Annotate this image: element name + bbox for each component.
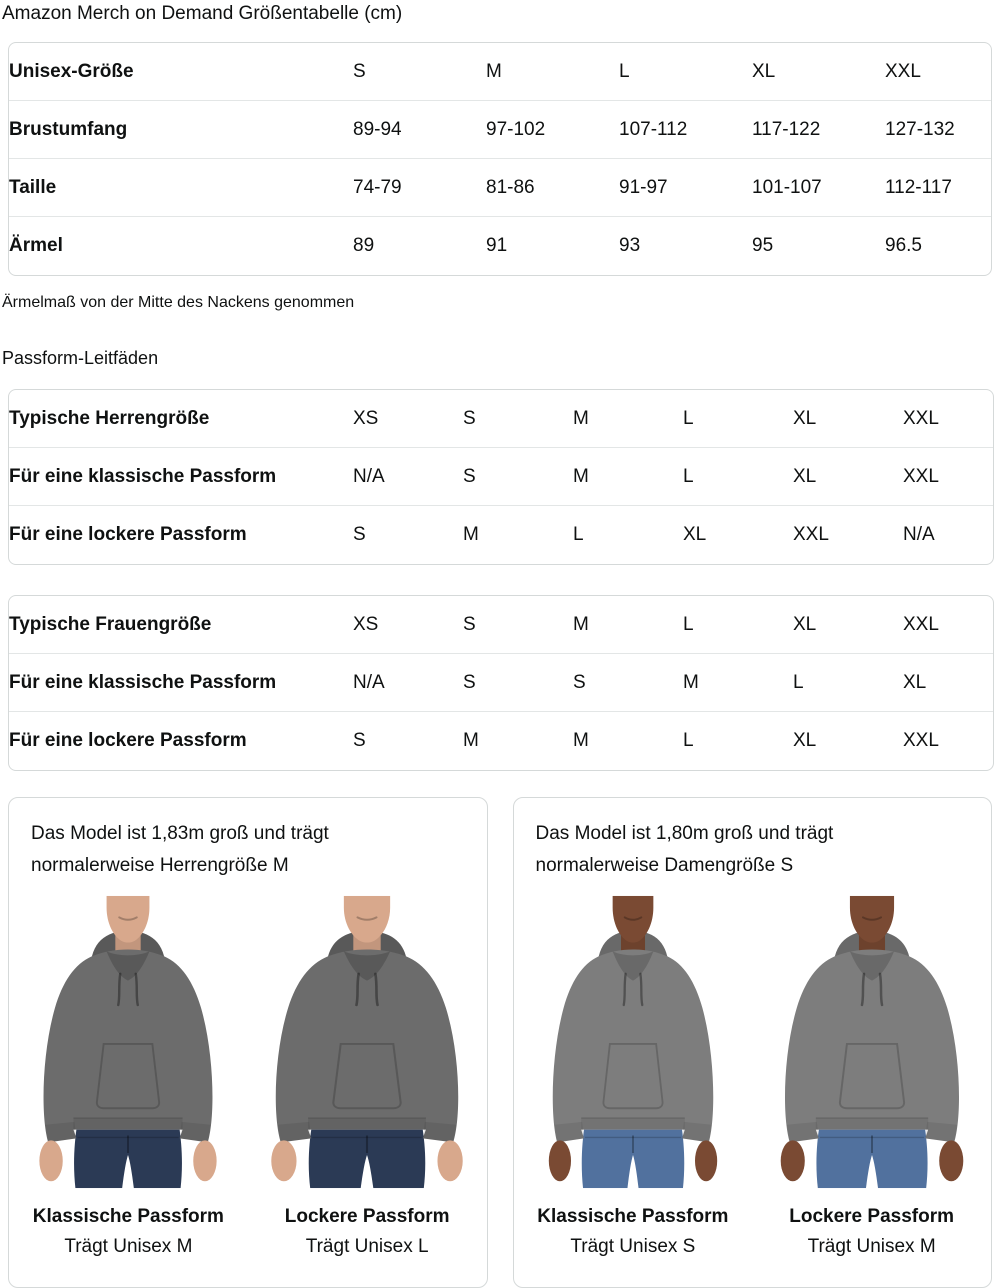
table-row bbox=[9, 217, 991, 275]
model-card-men bbox=[8, 797, 488, 1288]
worn-size-label: Trägt Unisex L bbox=[305, 1236, 429, 1257]
size-cell: 93 bbox=[619, 235, 641, 256]
size-cell: XL bbox=[903, 654, 993, 712]
size-cell: XL bbox=[752, 43, 885, 101]
size-cell: N/A bbox=[353, 654, 463, 712]
model-card-women bbox=[513, 797, 993, 1288]
size-cell: S bbox=[463, 390, 573, 448]
model-description: Das Model ist 1,80m groß und trägt normalerweise Damengröße S bbox=[535, 823, 834, 876]
size-cell: S bbox=[463, 596, 573, 654]
figure-loose-fit bbox=[752, 892, 991, 1258]
size-cell: L bbox=[793, 654, 903, 712]
size-cell: 95 bbox=[752, 235, 774, 256]
size-cell: 97-102 bbox=[486, 101, 619, 159]
size-cell: L bbox=[573, 524, 584, 545]
figures-row bbox=[9, 892, 487, 1258]
size-cell: 89-94 bbox=[353, 101, 486, 159]
size-cell: N/A bbox=[353, 448, 463, 506]
row-label: Für eine lockere Passform bbox=[9, 730, 247, 751]
size-cell: S bbox=[353, 730, 366, 751]
size-cell: 107-112 bbox=[619, 101, 752, 159]
row-label: Taille bbox=[9, 159, 353, 217]
size-cell: M bbox=[573, 596, 683, 654]
size-cell: XS bbox=[353, 596, 463, 654]
hoodie-model-illustration bbox=[246, 892, 488, 1192]
size-cell: XL bbox=[683, 524, 707, 545]
size-cell: S bbox=[463, 448, 573, 506]
table-row bbox=[9, 712, 993, 770]
women-fit-table bbox=[8, 595, 994, 771]
figure-loose-fit bbox=[248, 892, 487, 1258]
size-cell: S bbox=[353, 43, 486, 101]
size-cell: M bbox=[573, 730, 589, 751]
size-cell: 74-79 bbox=[353, 159, 486, 217]
table-row bbox=[9, 654, 993, 712]
worn-size-label: Trägt Unisex S bbox=[570, 1236, 696, 1257]
size-cell: M bbox=[573, 390, 683, 448]
row-label: Für eine lockere Passform bbox=[9, 524, 247, 545]
size-cell: 91-97 bbox=[619, 159, 752, 217]
fit-type-label: Lockere Passform bbox=[284, 1206, 450, 1227]
size-cell: L bbox=[683, 730, 694, 751]
size-cell: XXL bbox=[903, 448, 993, 506]
unisex-size-table bbox=[8, 42, 992, 276]
size-cell: XL bbox=[793, 390, 903, 448]
sleeve-measurement-note: Ärmelmaß von der Mitte des Nackens genommen bbox=[2, 294, 355, 311]
size-cell: L bbox=[683, 596, 793, 654]
figure-classic-fit bbox=[514, 892, 753, 1258]
size-cell: XL bbox=[793, 730, 817, 751]
fit-type-label: Klassische Passform bbox=[537, 1206, 729, 1227]
men-fit-table bbox=[8, 389, 994, 565]
hoodie-model-illustration bbox=[16, 892, 240, 1192]
size-cell: L bbox=[683, 448, 793, 506]
size-cell: M bbox=[683, 654, 793, 712]
table-row bbox=[9, 448, 993, 506]
worn-size-label: Trägt Unisex M bbox=[64, 1236, 193, 1257]
size-cell: XL bbox=[793, 448, 903, 506]
row-label: Ärmel bbox=[9, 235, 63, 256]
size-cell: XXL bbox=[903, 596, 993, 654]
model-cards-row bbox=[8, 797, 992, 1288]
size-cell: 101-107 bbox=[752, 159, 885, 217]
size-cell: 117-122 bbox=[752, 101, 885, 159]
worn-size-label: Trägt Unisex M bbox=[807, 1236, 936, 1257]
size-cell: 89 bbox=[353, 235, 375, 256]
size-cell: 112-117 bbox=[885, 159, 991, 217]
size-cell: 96.5 bbox=[885, 235, 922, 256]
size-cell: XXL bbox=[885, 43, 991, 101]
size-cell: S bbox=[353, 524, 366, 545]
table-row bbox=[9, 596, 993, 654]
size-cell: XXL bbox=[903, 730, 939, 751]
size-cell: XS bbox=[353, 390, 463, 448]
size-cell: M bbox=[463, 524, 479, 545]
row-label: Unisex-Größe bbox=[9, 43, 353, 101]
hoodie-model-illustration bbox=[756, 892, 987, 1192]
model-description: Das Model ist 1,83m groß und trägt normalerweise Herrengröße M bbox=[31, 823, 329, 876]
size-cell: M bbox=[463, 730, 479, 751]
row-label: Für eine klassische Passform bbox=[9, 448, 353, 506]
size-cell: N/A bbox=[903, 524, 935, 545]
size-cell: 91 bbox=[486, 235, 508, 256]
section-heading: Passform-Leitfäden bbox=[2, 348, 159, 368]
fit-type-label: Lockere Passform bbox=[789, 1206, 954, 1227]
hoodie-model-illustration bbox=[526, 892, 739, 1192]
table-row bbox=[9, 390, 993, 448]
size-cell: M bbox=[486, 43, 619, 101]
size-cell: S bbox=[463, 654, 573, 712]
row-label: Typische Herrengröße bbox=[9, 390, 353, 448]
size-cell: XXL bbox=[903, 390, 993, 448]
size-cell: L bbox=[683, 390, 793, 448]
table-row bbox=[9, 159, 991, 217]
size-cell: M bbox=[573, 448, 683, 506]
row-label: Für eine klassische Passform bbox=[9, 654, 353, 712]
page-title: Amazon Merch on Demand Größentabelle (cm) bbox=[2, 3, 403, 24]
size-cell: S bbox=[573, 654, 683, 712]
row-label: Brustumfang bbox=[9, 101, 353, 159]
table-row bbox=[9, 43, 991, 101]
figure-classic-fit bbox=[9, 892, 248, 1258]
size-cell: L bbox=[619, 43, 752, 101]
figures-row bbox=[514, 892, 992, 1258]
row-label: Typische Frauengröße bbox=[9, 596, 353, 654]
fit-type-label: Klassische Passform bbox=[32, 1206, 224, 1227]
table-row bbox=[9, 101, 991, 159]
size-cell: 81-86 bbox=[486, 159, 619, 217]
table-row bbox=[9, 506, 993, 564]
size-cell: XXL bbox=[793, 524, 829, 545]
size-cell: XL bbox=[793, 596, 903, 654]
size-cell: 127-132 bbox=[885, 101, 991, 159]
